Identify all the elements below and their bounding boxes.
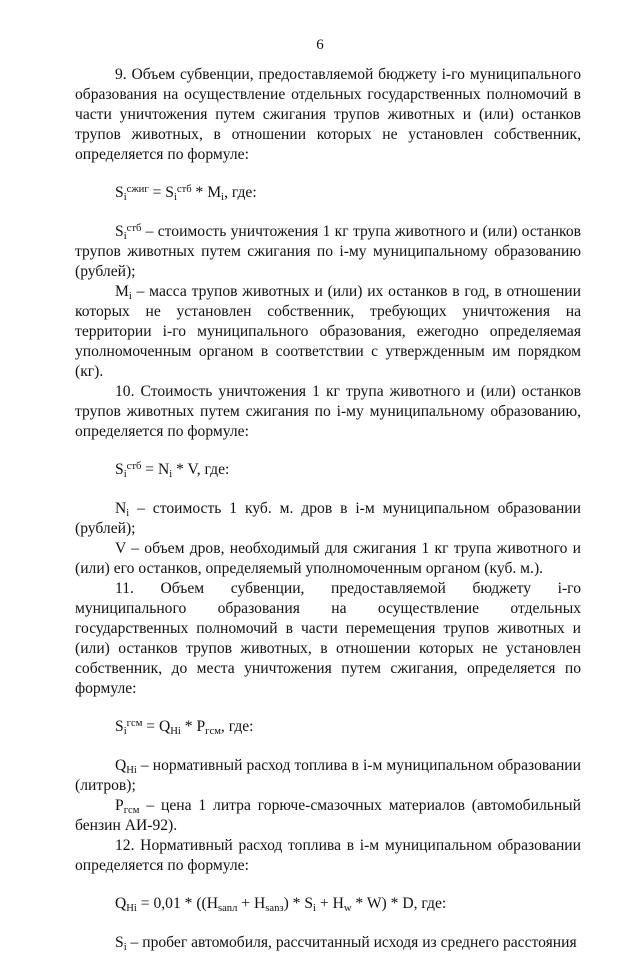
paragraph-10: 10. Стоимость уничтожения 1 кг трупа животного и (или) останков трупов животных путем сжигания по i-му муниципальному образованию, определяется по формуле: xyxy=(75,383,581,440)
paragraph-9: 9. Объем субвенции, предоставляемой бюджету i-го муниципального образования на осуществление отдельных государственных полномочий в части уничтожения путем сжигания трупов животных и (или) останков трупов животных, в отношении которых не установлен собственник, определяется по формуле: xyxy=(75,66,581,163)
definition-q: $Q_{Hi}$ – нормативный расход топлива в i-м муниципальном образовании (литров); xyxy=(75,757,581,794)
formula-burning-cost: $S_i^{стб} = N_i * V$, где: xyxy=(115,461,230,480)
paragraph-12: 12. Нормативный расход топлива в i-м муниципальном образовании определяется по формуле: xyxy=(75,837,581,874)
paragraph-11: 11. Объем субвенции, предоставляемой бюджету i-го муниципального образования на осуществление отдельных государственных полномочий в части перемещения трупов животных и (или) останков трупов животных, в отношении которых не установлен собственник, до места уничтожения путем сжигания, определяется по формуле: xyxy=(75,580,581,697)
document-body xyxy=(75,65,581,953)
page-number: 6 xyxy=(316,37,324,53)
definition-s-stb: $S_i^{стб}$ – стоимость уничтожения 1 кг трупа животного и (или) останков трупов животных путем сжигания по i-му муниципальному образованию (рублей); xyxy=(75,223,581,280)
definition-p: $P_{гсм}$ – цена 1 литра горюче-смазочных материалов (автомобильный бензин АИ-92). xyxy=(75,797,581,834)
definition-v: V – объем дров, необходимый для сжигания 1 кг трупа животного и (или) его останков, определяемый уполномоченным органом (куб. м.). xyxy=(75,540,581,577)
definition-s-mileage: $S_i$ – пробег автомобиля, рассчитанный исходя из среднего расстояния xyxy=(115,934,577,953)
definition-n: $N_i$ – стоимость 1 куб. м. дров в i-м муниципальном образовании (рублей); xyxy=(75,500,581,537)
formula-fuel-consumption: $Q_{Hi} = 0,01 * ((H_{sanл} + H_{sanз}) * S_i + H_w * W) * D$, где: xyxy=(115,895,447,914)
formula-subvention-burning: $S_i^{сжиг} = S_i^{стб} * M_i$, где: xyxy=(115,184,257,203)
formula-subvention-transport: $S_i^{гсм} = Q_{Hi} * P_{гсм}$, где: xyxy=(115,718,254,737)
definition-m: $M_i$ – масса трупов животных и (или) их останков в год, в отношении которых не установлен собственник, требующих уничтожения на территории i-го муниципального образования, ежегодно определяемая уполномоченным органом в соответствии с утвержденным им порядком (кг). xyxy=(75,283,581,380)
